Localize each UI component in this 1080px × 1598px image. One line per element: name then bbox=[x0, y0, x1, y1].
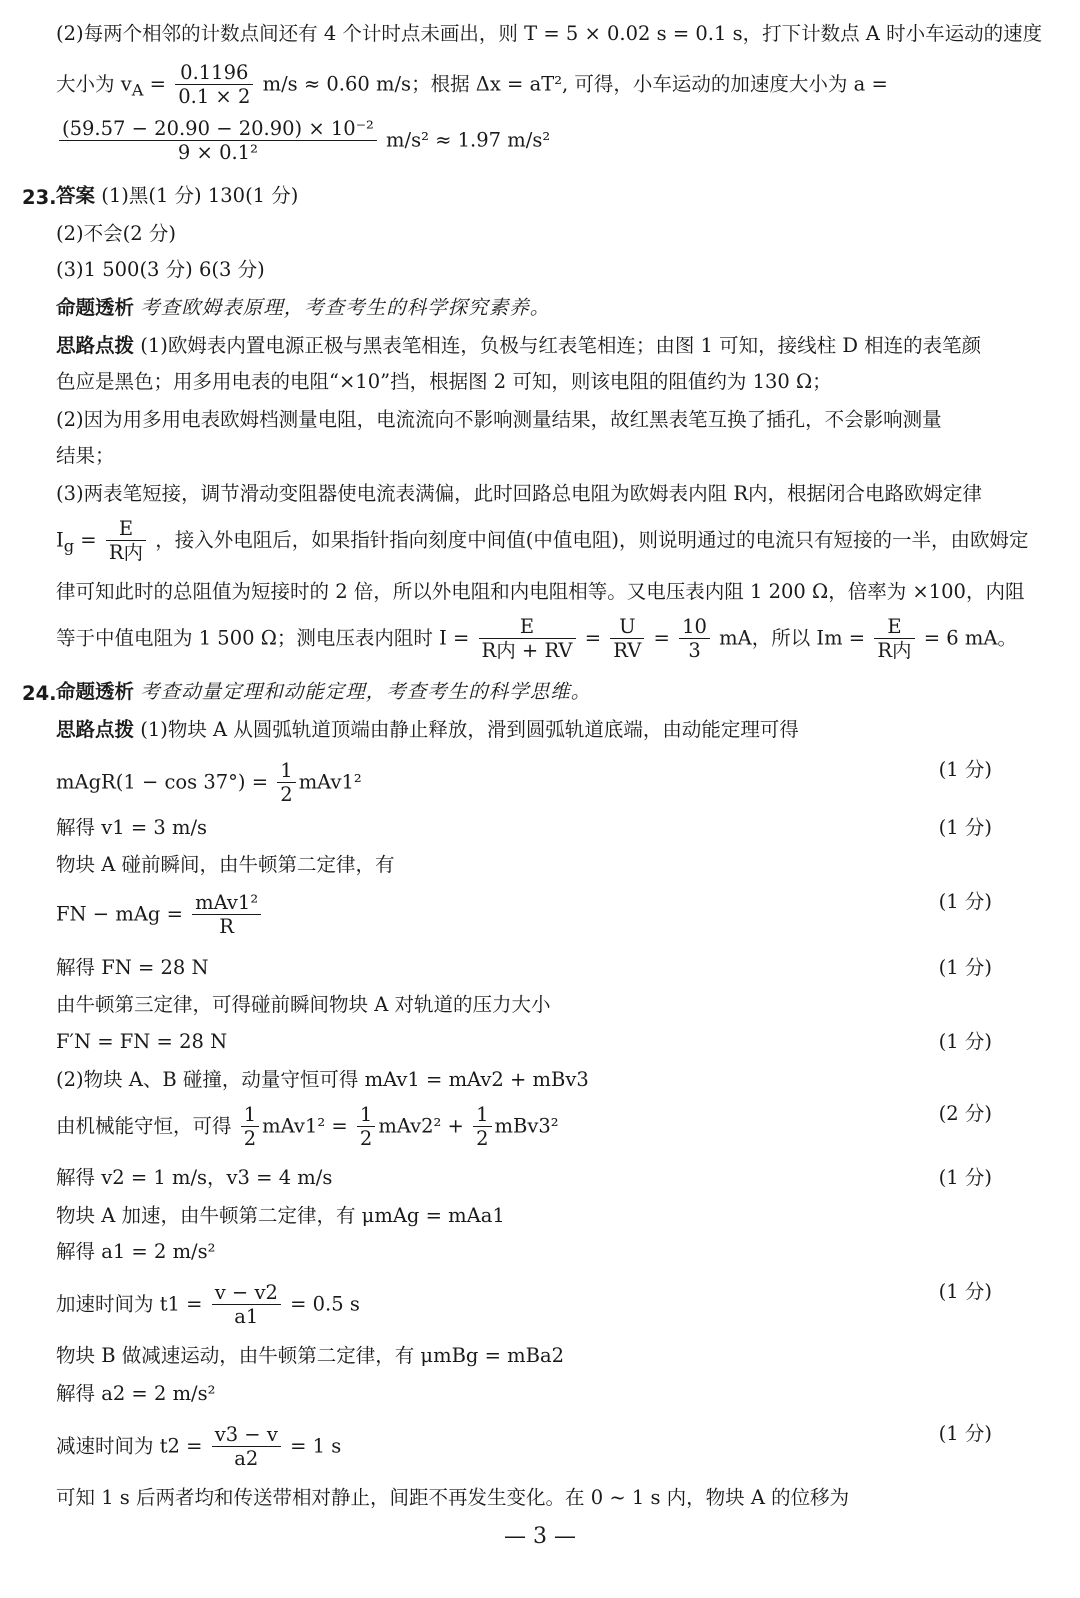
text-line: F′N = FN = 28 N (1 分) bbox=[56, 1030, 992, 1053]
fraction: $\frac{U}{RV}$ bbox=[610, 616, 644, 662]
text-line: 由牛顿第三定律，可得碰前瞬间物块 A 对轨道的压力大小 bbox=[56, 993, 551, 1016]
text-line: (2)因为用多用电表欧姆档测量电阻，电流流向不影响测量结果，故红黑表笔互换了插孔，不会影响测量 bbox=[56, 408, 942, 431]
fraction: $\frac{E}{\text{R内}}$ bbox=[874, 616, 914, 662]
fraction: $\frac{0.1196}{0.1 \times 2}$ bbox=[175, 62, 253, 108]
fraction: $\frac{1}{2}$ bbox=[357, 1104, 375, 1150]
answer-line: (3)1 500(3 分) 6(3 分) bbox=[56, 258, 265, 281]
explanation-line: 思路点拨 (1)物块 A 从圆弧轨道顶端由静止释放，滑到圆弧轨道底端，由动能定理可得 bbox=[56, 718, 799, 741]
text-line: 解得 a2 = 2 m/s² bbox=[56, 1382, 216, 1405]
text-line: 解得 FN = 28 N (1 分) bbox=[56, 956, 992, 979]
text-line: 物块 A 加速，由牛顿第二定律，有 μmAg = mAa1 bbox=[56, 1204, 505, 1227]
formula-line: mAgR(1 − cos 37°) = $\frac{1}{2}$ mAv1² (1 分) bbox=[56, 758, 992, 807]
analysis-line: 命题透析 考查欧姆表原理，考查考生的科学探究素养。 bbox=[56, 296, 551, 319]
score: (1 分) bbox=[938, 1030, 992, 1053]
text-line: 物块 A 碰前瞬间，由牛顿第二定律，有 bbox=[56, 853, 395, 876]
formula-line: $I_g$ = $\frac{E}{\text{R内}}$ ，接入外电阻后，如果指针指向刻度中间值(中值电阻)，则说明通过的电流只有短接的一半，由欧姆定 bbox=[56, 517, 1029, 565]
text-line: 可知 1 s 后两者均和传送带相对静止，间距不再发生变化。在 0 ~ 1 s 内，物块 A 的位移为 bbox=[56, 1486, 850, 1509]
text-line: 色应是黑色；用多用电表的电阻“×10”挡，根据图 2 可知，则该电阻的阻值约为 130 Ω； bbox=[56, 370, 832, 393]
score: (1 分) bbox=[938, 1422, 992, 1445]
text-line: (2)每两个相邻的计数点间还有 4 个计时点未画出，则 T = 5 × 0.02 s = 0.1 s，打下计数点 A 时小车运动的速度 bbox=[56, 22, 1043, 45]
fraction: $\frac{\text{(59.57 − 20.90 − 20.90) × 10⁻²}}{\text{9 × 0.1²}}$ bbox=[59, 118, 377, 164]
fraction: $\frac{E}{\text{R内 + RV}}$ bbox=[479, 616, 576, 662]
score: (1 分) bbox=[938, 1280, 992, 1303]
score: (1 分) bbox=[938, 956, 992, 979]
fraction: $\frac{\text{mAv1²}}{R}$ bbox=[192, 892, 261, 938]
answer-line: (2)不会(2 分) bbox=[56, 222, 176, 245]
fraction: $\frac{v - v2}{a1}$ bbox=[212, 1282, 281, 1328]
formula-line: 等于中值电阻为 1 500 Ω；测电压表内阻时 I = $\frac{E}{\text{R内 + RV}}$ = $\frac{U}{RV}$ = $\frac{10}{3}$ mA，所以 Im = $\frac{E}{\text{R内}}$ = 6 mA。 bbox=[56, 615, 1017, 663]
fraction: $\frac{v3 - v}{a2}$ bbox=[212, 1424, 281, 1470]
text-line: 解得 a1 = 2 m/s² bbox=[56, 1240, 216, 1263]
score: (1 分) bbox=[938, 890, 992, 913]
explanation-line: 思路点拨 (1)欧姆表内置电源正极与黑表笔相连，负极与红表笔相连；由图 1 可知，接线柱 D 相连的表笔颜 bbox=[56, 334, 982, 357]
score: (2 分) bbox=[938, 1102, 992, 1125]
acceleration-formula-line: $\frac{\text{(59.57 − 20.90 − 20.90) × 10⁻²}}{\text{9 × 0.1²}}$ m/s² ≈ 1.97 m/s² bbox=[56, 118, 1036, 164]
fraction: $\frac{1}{2}$ bbox=[473, 1104, 491, 1150]
formula-line: FN − mAg = $\frac{\text{mAv1²}}{R}$ (1 分) bbox=[56, 890, 992, 939]
text-line: 解得 v1 = 3 m/s (1 分) bbox=[56, 816, 992, 839]
text-line: 物块 B 做减速运动，由牛顿第二定律，有 μmBg = mBa2 bbox=[56, 1344, 564, 1367]
velocity-formula-line: 大小为 $v_A$ = $\frac{0.1196}{0.1 \times 2}$ m/s ≈ 0.60 m/s；根据 Δx = aT², 可得，小车运动的加速度大小为 a = bbox=[56, 61, 888, 109]
score: (1 分) bbox=[938, 758, 992, 781]
formula-line: 加速时间为 t1 = $\frac{v - v2}{a1}$ = 0.5 s (1 分) bbox=[56, 1280, 992, 1329]
text-line: (2)物块 A、B 碰撞，动量守恒可得 mAv1 = mAv2 + mBv3 bbox=[56, 1068, 589, 1091]
fraction: $\frac{E}{\text{R内}}$ bbox=[106, 518, 146, 564]
fraction: $\frac{10}{3}$ bbox=[679, 616, 710, 662]
question-number: 24. bbox=[22, 682, 57, 705]
text-line: 结果； bbox=[56, 444, 115, 467]
formula-line: 由机械能守恒，可得 $\frac{1}{2}$ mAv1² = $\frac{1}{2}$ mAv2² + $\frac{1}{2}$ mBv3² (2 分) bbox=[56, 1102, 992, 1151]
text-line: 解得 v2 = 1 m/s，v3 = 4 m/s (1 分) bbox=[56, 1166, 992, 1189]
fraction: $\frac{1}{2}$ bbox=[241, 1104, 259, 1150]
page-number: — 3 — bbox=[504, 1524, 576, 1549]
score: (1 分) bbox=[938, 816, 992, 839]
question-number: 23. bbox=[22, 186, 57, 209]
fraction: $\frac{1}{2}$ bbox=[277, 760, 295, 806]
score: (1 分) bbox=[938, 1166, 992, 1189]
text-line: (3)两表笔短接，调节滑动变阻器使电流表满偏，此时回路总电阻为欧姆表内阻 R内，根据闭合电路欧姆定律 bbox=[56, 482, 983, 505]
text-line: 律可知此时的总阻值为短接时的 2 倍，所以外电阻和内电阻相等。又电压表内阻 1 200 Ω，倍率为 ×100，内阻 bbox=[56, 580, 1025, 603]
analysis-line: 命题透析 考查动量定理和动能定理，考查考生的科学思维。 bbox=[56, 680, 592, 703]
answer-line: 答案 (1)黑(1 分) 130(1 分) bbox=[56, 184, 299, 207]
formula-line: 减速时间为 t2 = $\frac{v3 - v}{a2}$ = 1 s (1 分) bbox=[56, 1422, 992, 1471]
